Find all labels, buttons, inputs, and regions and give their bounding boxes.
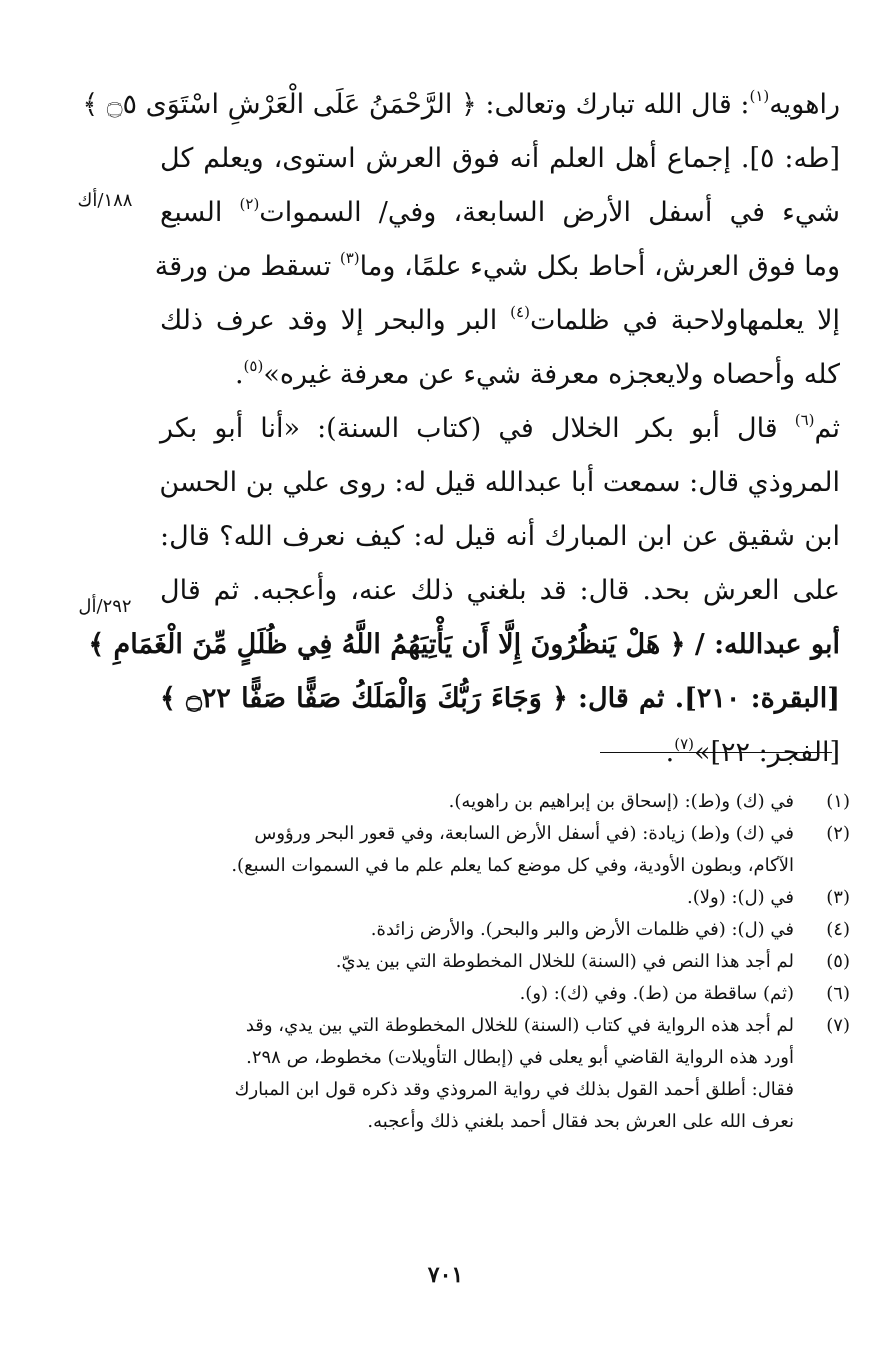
text-line: [طه: ٥]. إجماع أهل العلم أنه فوق العرش استوى، ويعلم كل: [160, 143, 840, 174]
footnote-line: نعرف الله على العرش بحد فقال أحمد بلغني ذلك وأعجبه.: [367, 1111, 794, 1132]
footnote: [160, 914, 850, 946]
footnote-line: في (ك) و(ط) زيادة: (في أسفل الأرض السابعة، وفي قعور البحر ورؤوس: [254, 823, 794, 844]
text-line: ابن شقيق عن ابن المبارك أنه قيل له: كيف نعرف الله؟ قال:: [160, 521, 840, 552]
footnote-number: (٦): [826, 983, 850, 1004]
text-line: [البقرة: ٢١٠]. ثم قال: ﴿ وَجَاءَ رَبُّكَ وَالْمَلَكُ صَفًّا صَفًّا ۝٢٢ ﴾: [160, 683, 840, 714]
footnote-line: في (ل): (في ظلمات الأرض والبر والبحر). والأرض زائدة.: [370, 919, 794, 940]
footnote-line: أورد هذه الرواية القاضي أبو يعلى في (إبطال التأويلات) مخطوط، ص ٢٩٨.: [246, 1047, 794, 1068]
text-line: راهويه$^{(١)}$: قال الله تبارك وتعالى: ﴿ الرَّحْمَنُ عَلَى الْعَرْشِ اسْتَوَى ۝٥ ﴾: [82, 87, 840, 120]
footnote-line: الآكام، وبطون الأودية، وفي كل موضع كما يعلم علم ما في السموات السبع).: [231, 855, 794, 876]
text-line: ثم$^{(٦)}$ قال أبو بكر الخلال في (كتاب السنة): «أنا أبو بكر: [160, 411, 840, 444]
footnote-number: (٥): [826, 951, 850, 972]
text-line: على العرش بحد. قال: قد بلغني ذلك عنه، وأعجبه. ثم قال: [160, 575, 840, 606]
footnote-number: (٣): [826, 887, 850, 908]
footnotes-block: [160, 786, 850, 1138]
footnote-line: فقال: أطلق أحمد القول بذلك في رواية المروذي وقد ذكره قول ابن المبارك: [234, 1079, 794, 1100]
margin-folio-note: ٢٩٢/أل: [78, 596, 132, 617]
footnote: [160, 882, 850, 914]
footnote-line: لم أجد هذه الرواية في كتاب (السنة) للخلال المخطوطة التي بين يدي، وقد: [245, 1015, 794, 1036]
text-line: [الفجر: ٢٢]»$^{(٧)}$.: [665, 735, 840, 768]
text-line: كله وأحصاه ولايعجزه معرفة شيء عن معرفة غيره»$^{(٥)}$.: [234, 357, 840, 390]
footnote: [160, 978, 850, 1010]
footnote-number: (٢): [826, 823, 850, 844]
footnote-line: في (ك) و(ط): (إسحاق بن إبراهيم بن راهويه).: [448, 791, 794, 812]
text-line: المروذي قال: سمعت أبا عبدالله قيل له: روى علي بن الحسن: [159, 467, 840, 498]
footnote: [160, 946, 850, 978]
footnote-line: (ثم) ساقطة من (ط). وفي (ك): (و).: [519, 983, 794, 1004]
text-line: أبو عبدالله: / ﴿ هَلْ يَنظُرُونَ إِلَّا أَن يَأْتِيَهُمُ اللَّهُ فِي ظُلَلٍ مِّنَ الْغَمَامِ ﴾: [88, 629, 840, 660]
footnote-line: لم أجد هذا النص في (السنة) للخلال المخطوطة التي بين يديّ.: [335, 951, 794, 972]
footnote: [160, 786, 850, 818]
text-line: إلا يعلمهاولاحبة في ظلمات$^{(٤)}$ البر والبحر إلا وقد عرف ذلك: [160, 303, 840, 336]
footnote: [160, 1010, 850, 1138]
margin-folio-note: ١٨٨/أك: [77, 190, 133, 211]
footnote-number: (٤): [826, 919, 850, 940]
text-line: شيء في أسفل الأرض السابعة، وفي/ السموات$^{(٢)}$ السبع: [160, 195, 840, 228]
footnote-divider: [600, 752, 832, 753]
page-number: ٧٠١: [427, 1262, 464, 1288]
footnote-line: في (ل): (ولا).: [687, 887, 794, 908]
footnote-number: (٧): [826, 1015, 850, 1036]
text-line: وما فوق العرش، أحاط بكل شيء علمًا، وما$^{(٣)}$ تسقط من ورقة: [154, 249, 840, 282]
footnote-number: (١): [826, 791, 850, 812]
footnote: [160, 818, 850, 882]
